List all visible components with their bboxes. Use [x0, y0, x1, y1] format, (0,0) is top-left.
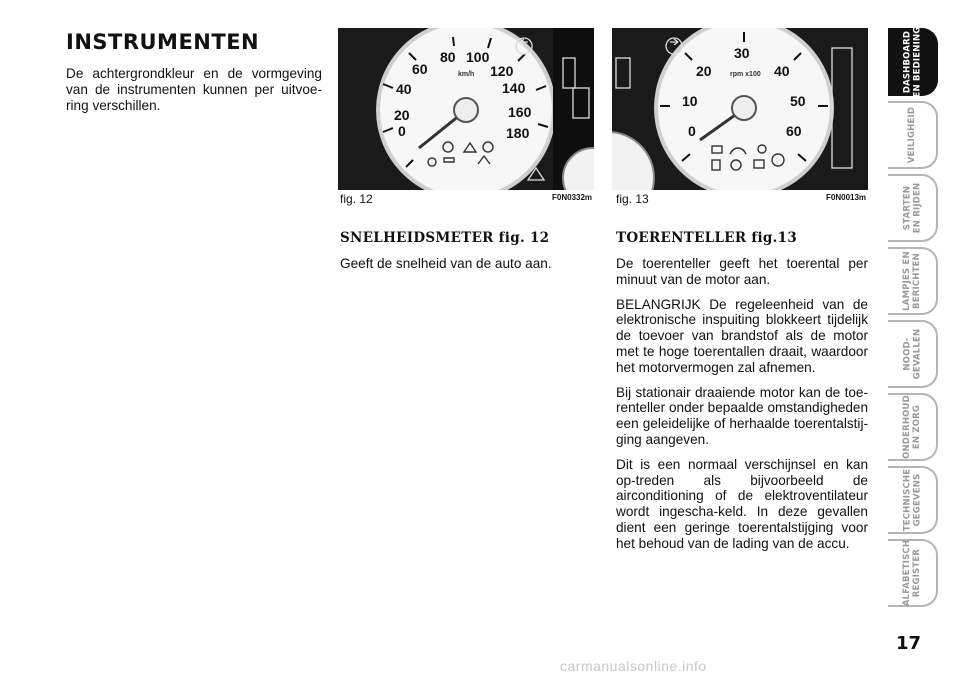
tab-label: VEILIGHEID [907, 106, 917, 164]
tachometer-illustration [612, 28, 868, 190]
speed-label-100: 100 [466, 49, 490, 65]
page-heading: INSTRUMENTEN [66, 30, 260, 54]
tachometer-paragraph: Dit is een normaal verschijnsel en kan op-treden als bijvoorbeeld de airconditioning of de elektroventilateur wordt ingescha-keld. In deze gevallen dient een geringe toerentalstijging voor het behoud van de lading van de accu. [616, 456, 868, 551]
rpm-label-40: 40 [774, 63, 790, 79]
rpm-unit: rpm x100 [730, 71, 761, 78]
fig13-caption: fig. 13 [616, 192, 649, 206]
tab-onderhoud[interactable] [888, 393, 938, 461]
rpm-label-60: 60 [786, 123, 802, 139]
rpm-label-10: 10 [682, 93, 698, 109]
tab-label: DASHBOARD EN BEDIENING [902, 26, 922, 98]
tab-label: NOOD- GEVALLEN [902, 328, 922, 380]
fig12-code: F0N0332m [552, 193, 593, 202]
speed-label-60: 60 [412, 61, 428, 77]
fig12-caption: fig. 12 [340, 192, 373, 206]
speed-label-120: 120 [490, 63, 514, 79]
speed-label-40: 40 [396, 81, 412, 97]
tab-starten[interactable] [888, 174, 938, 242]
watermark: carmanualsonline.info [560, 658, 707, 674]
tab-label: ALFABETISCH REGISTER [902, 539, 923, 607]
tab-label: ONDERHOUD EN ZORG [902, 395, 923, 459]
tachometer-paragraph: Bij stationair draaiende motor kan de toe-renteller onder bepaalde omstandigheden een geleidelijke of herhaalde toerentalstij-ging aangeven. [616, 384, 868, 447]
tab-label: TECHNISCHE GEGEVENS [902, 468, 923, 532]
rpm-label-20: 20 [696, 63, 712, 79]
tab-dashboard[interactable] [888, 28, 938, 96]
rpm-label-50: 50 [790, 93, 806, 109]
speedometer-title: SNELHEIDSMETER fig. 12 [340, 230, 550, 246]
speedometer-illustration [338, 28, 594, 190]
tachometer-title: TOERENTELLER fig.13 [616, 230, 798, 246]
speed-label-160: 160 [508, 104, 532, 120]
speed-unit: km/h [458, 71, 475, 78]
tachometer-paragraph: BELANGRIJK De regeleenheid van de elektronische inspuiting blokkeert tijdelijk de toevoer van brandstof als de motor met te hoge toerentallen draait, waardoor het motorvermogen zal afnemen. [616, 296, 868, 375]
tab-lampjes[interactable] [888, 247, 938, 315]
tab-veiligheid[interactable] [888, 101, 938, 169]
page-number: 17 [896, 633, 922, 654]
rpm-label-30: 30 [734, 45, 750, 61]
speed-label-0: 0 [398, 123, 406, 139]
tab-technische[interactable] [888, 466, 938, 534]
tab-noodgevallen[interactable] [888, 320, 938, 388]
speed-label-20: 20 [394, 107, 410, 123]
tab-label: LAMPJES EN BERICHTEN [902, 251, 922, 311]
tab-register[interactable] [888, 539, 938, 607]
tachometer-body [616, 256, 868, 561]
speedometer-text: Geeft de snelheid van de auto aan. [340, 256, 552, 271]
fig13-code: F0N0013m [826, 193, 867, 202]
figure-tachometer [612, 28, 868, 190]
speed-label-80: 80 [440, 49, 456, 65]
tachometer-paragraph: De toerenteller geeft het toerental per minuut van de motor aan. [616, 256, 868, 287]
speed-label-140: 140 [502, 80, 526, 96]
figure-speedometer [338, 28, 594, 190]
tab-label: STARTEN EN RIJDEN [902, 182, 922, 234]
intro-paragraph: De achtergrondkleur en de vormgeving van de instrumenten kunnen per uitvoe-ring verschillen. [66, 66, 322, 113]
rpm-label-0: 0 [688, 123, 696, 139]
speed-label-180: 180 [506, 125, 530, 141]
